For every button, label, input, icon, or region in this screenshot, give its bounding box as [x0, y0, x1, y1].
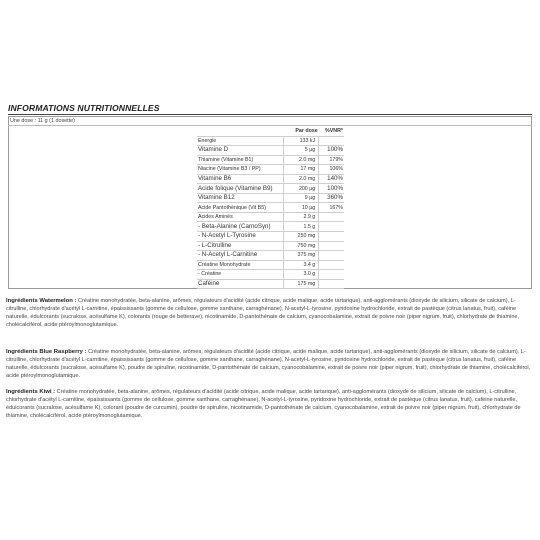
- nutrient-name: - N-Acetyl L-Carnitine: [197, 251, 283, 261]
- nutrient-vnr: 179%: [319, 155, 344, 165]
- nutrient-value: 10 µg: [283, 203, 318, 213]
- header-nutrient: [197, 127, 283, 136]
- nutrient-name: - Beta-Alanine (CarnoSyn): [197, 222, 283, 232]
- header-per-dose: Par dose: [283, 127, 318, 136]
- nutrient-vnr: [319, 212, 344, 222]
- nutrient-name: - L-Citrulline: [197, 241, 283, 251]
- nutrient-value: 5 µg: [283, 146, 318, 156]
- nutrient-value: 200 µg: [283, 184, 318, 194]
- nutrient-name: Niacine (Vitamine B3 / PP): [197, 165, 283, 175]
- nutrient-name: Créatine Monohydrate: [197, 260, 283, 270]
- nutrition-row: [197, 279, 344, 289]
- nutrient-vnr: [319, 241, 344, 251]
- ingredients-blue-raspberry: [6, 349, 534, 381]
- nutrient-vnr: [319, 279, 344, 289]
- nutrient-value: 1.5 g: [283, 222, 318, 232]
- nutrient-vnr: [319, 251, 344, 261]
- nutrient-name: Energie: [197, 136, 283, 146]
- nutrient-vnr: 106%: [319, 165, 344, 175]
- nutrient-name: - Créatine: [197, 270, 283, 280]
- nutrition-row: [197, 203, 344, 213]
- nutrient-value: 175 mg: [283, 279, 318, 289]
- nutrient-vnr: 100%: [319, 146, 344, 156]
- nutrient-value: 17 mg: [283, 165, 318, 175]
- nutrition-row: [197, 260, 344, 270]
- nutrient-vnr: [319, 232, 344, 242]
- nutrient-vnr: [319, 222, 344, 232]
- nutrition-row: [197, 212, 344, 222]
- nutrition-row: [197, 184, 344, 194]
- ingredients-watermelon-text: Créatine monohydratée, beta-alanine, arômes, régulateurs d'acidité (acide citrique, acide malique, acide tartarique), anti-agglomérants (dioxyde de silicium, silicate de calcium), L-citrulline, chlorhydrate d'acétyl L-carnitine, épaississants (gomme de cellulose, gomme xanthane, carraghénane), N-acetyl-L-tyrosine, pyridoxine hydrochloride, extrait de pastèque (citrus lanatus, fruit), caféine naturelle, édulcorants (sucralose, acésulfame K), colorants (rouge de betterave), nicotinamide, D-pantothénate de calcium, cyanocobalamine, extrait de poivre noir (piper nigrum, fruit), chlorhydrate de thiamine, cholécalciférol, acide ptéroylmonoglutamique.: [6, 298, 520, 328]
- nutrient-name: Vitamine B6: [197, 174, 283, 184]
- nutrient-value: 2.9 g: [283, 212, 318, 222]
- header-vnr: %VNR*: [319, 127, 344, 136]
- nutrient-name: Thiamine (Vitamine B1): [197, 155, 283, 165]
- nutrient-name: Vitamine B12: [197, 193, 283, 203]
- nutrition-row: [197, 232, 344, 242]
- nutrition-row: [197, 165, 344, 175]
- nutrition-table-header: [197, 127, 344, 136]
- ingredients-kiwi-text: Créatine monohydratée, beta-alanine, arômes, régulateurs d'acidité (acide citrique, acide malique, acide tartarique), anti-agglomérants (dioxyde de silicium, silicate de calcium), L-citrulline, chlorhydrate d'acétyl L-carnitine, épaississants (gomme de cellulose, gomme xanthane, carraghénane), N-acetyl-L-tyrosine, pyridoxine hydrochloride, extrait de pastèque (citrus lanatus, fruit), caféine naturelle, édulcorants (sucralose, acésulfame K), colorant (poudre de curcumin), poudre de spiruline, nicotinamide, D-pantothénate de calcium, cyanocobalamine, extrait de poivre noir (piper nigrum, fruit), chlorhydrate de thiamine, cholécalciférol, acide ptéroylmonoglutamique.: [6, 389, 521, 419]
- ingredients-blue-raspberry-text: Créatine monohydratée, beta-alanine, arômes, régulateurs d'acidité (acide citrique, acide malique, acide tartarique), anti-agglomérants (dioxyde de silicium, silicate de calcium), L-citrulline, chlorhydrate d'acétyl L-carnitine, épaississants (gomme de cellulose, gomme xanthane, carraghénane), N-acetyl-L-tyrosine, pyridoxine hydrochloride, extrait de pastèque (citrus lanatus, fruit), caféine naturelle, édulcorants (sucralose, acésulfame K), poudre de spiruline, nicotinamide, D-pantothénate de calcium, cyanocobalamine, extrait de poivre noir (piper nigrum, fruit), chlorhydrate de thiamine, cholécalciférol, acide ptéroylmonoglutamique.: [6, 349, 531, 379]
- nutrition-row: [197, 155, 344, 165]
- nutrient-vnr: 140%: [319, 174, 344, 184]
- nutrient-value: 750 mg: [283, 241, 318, 251]
- nutrition-row: [197, 241, 344, 251]
- nutrition-table: [197, 127, 344, 289]
- nutrient-value: 375 mg: [283, 251, 318, 261]
- serving-size: Une dose : 11 g (1 dosette): [8, 116, 532, 126]
- nutrient-name: - N-Acetyl L-Tyrosine: [197, 232, 283, 242]
- nutrient-value: 2.0 mg: [283, 174, 318, 184]
- nutrient-value: 3.0 g: [283, 270, 318, 280]
- nutrient-name: Acide folique (Vitamine B9): [197, 184, 283, 194]
- nutrition-row: [197, 251, 344, 261]
- nutrition-title: INFORMATIONS NUTRITIONNELLES: [8, 103, 532, 115]
- nutrient-name: Caféine: [197, 279, 283, 289]
- nutrient-vnr: [319, 136, 344, 146]
- nutrient-name: Vitamine D: [197, 146, 283, 156]
- nutrition-row: [197, 146, 344, 156]
- nutrition-row: [197, 174, 344, 184]
- ingredients-watermelon: [6, 298, 534, 330]
- nutrient-value: 133 kJ: [283, 136, 318, 146]
- nutrient-value: 2.0 mg: [283, 155, 318, 165]
- nutrient-value: 250 mg: [283, 232, 318, 242]
- nutrient-value: 3.4 g: [283, 260, 318, 270]
- nutrition-row: [197, 270, 344, 280]
- nutrient-vnr: [319, 270, 344, 280]
- nutrition-row: [197, 222, 344, 232]
- nutrition-row: [197, 136, 344, 146]
- ingredients-kiwi-label: Ingrédients Kiwi :: [6, 389, 56, 395]
- nutrient-vnr: [319, 260, 344, 270]
- ingredients-kiwi: [6, 389, 534, 421]
- nutrition-table-body: [197, 136, 344, 289]
- nutrition-row: [197, 193, 344, 203]
- nutrient-vnr: 100%: [319, 184, 344, 194]
- nutrient-vnr: 167%: [319, 203, 344, 213]
- ingredients-blue-raspberry-label: Ingrédients Blue Raspberry :: [6, 349, 87, 355]
- nutrient-name: Acide Pantothénique (Vit B5): [197, 203, 283, 213]
- ingredients-watermelon-label: Ingrédients Watermelon :: [6, 298, 77, 304]
- nutrient-value: 9 µg: [283, 193, 318, 203]
- nutrient-name: Acides Aminés: [197, 212, 283, 222]
- nutrient-vnr: 360%: [319, 193, 344, 203]
